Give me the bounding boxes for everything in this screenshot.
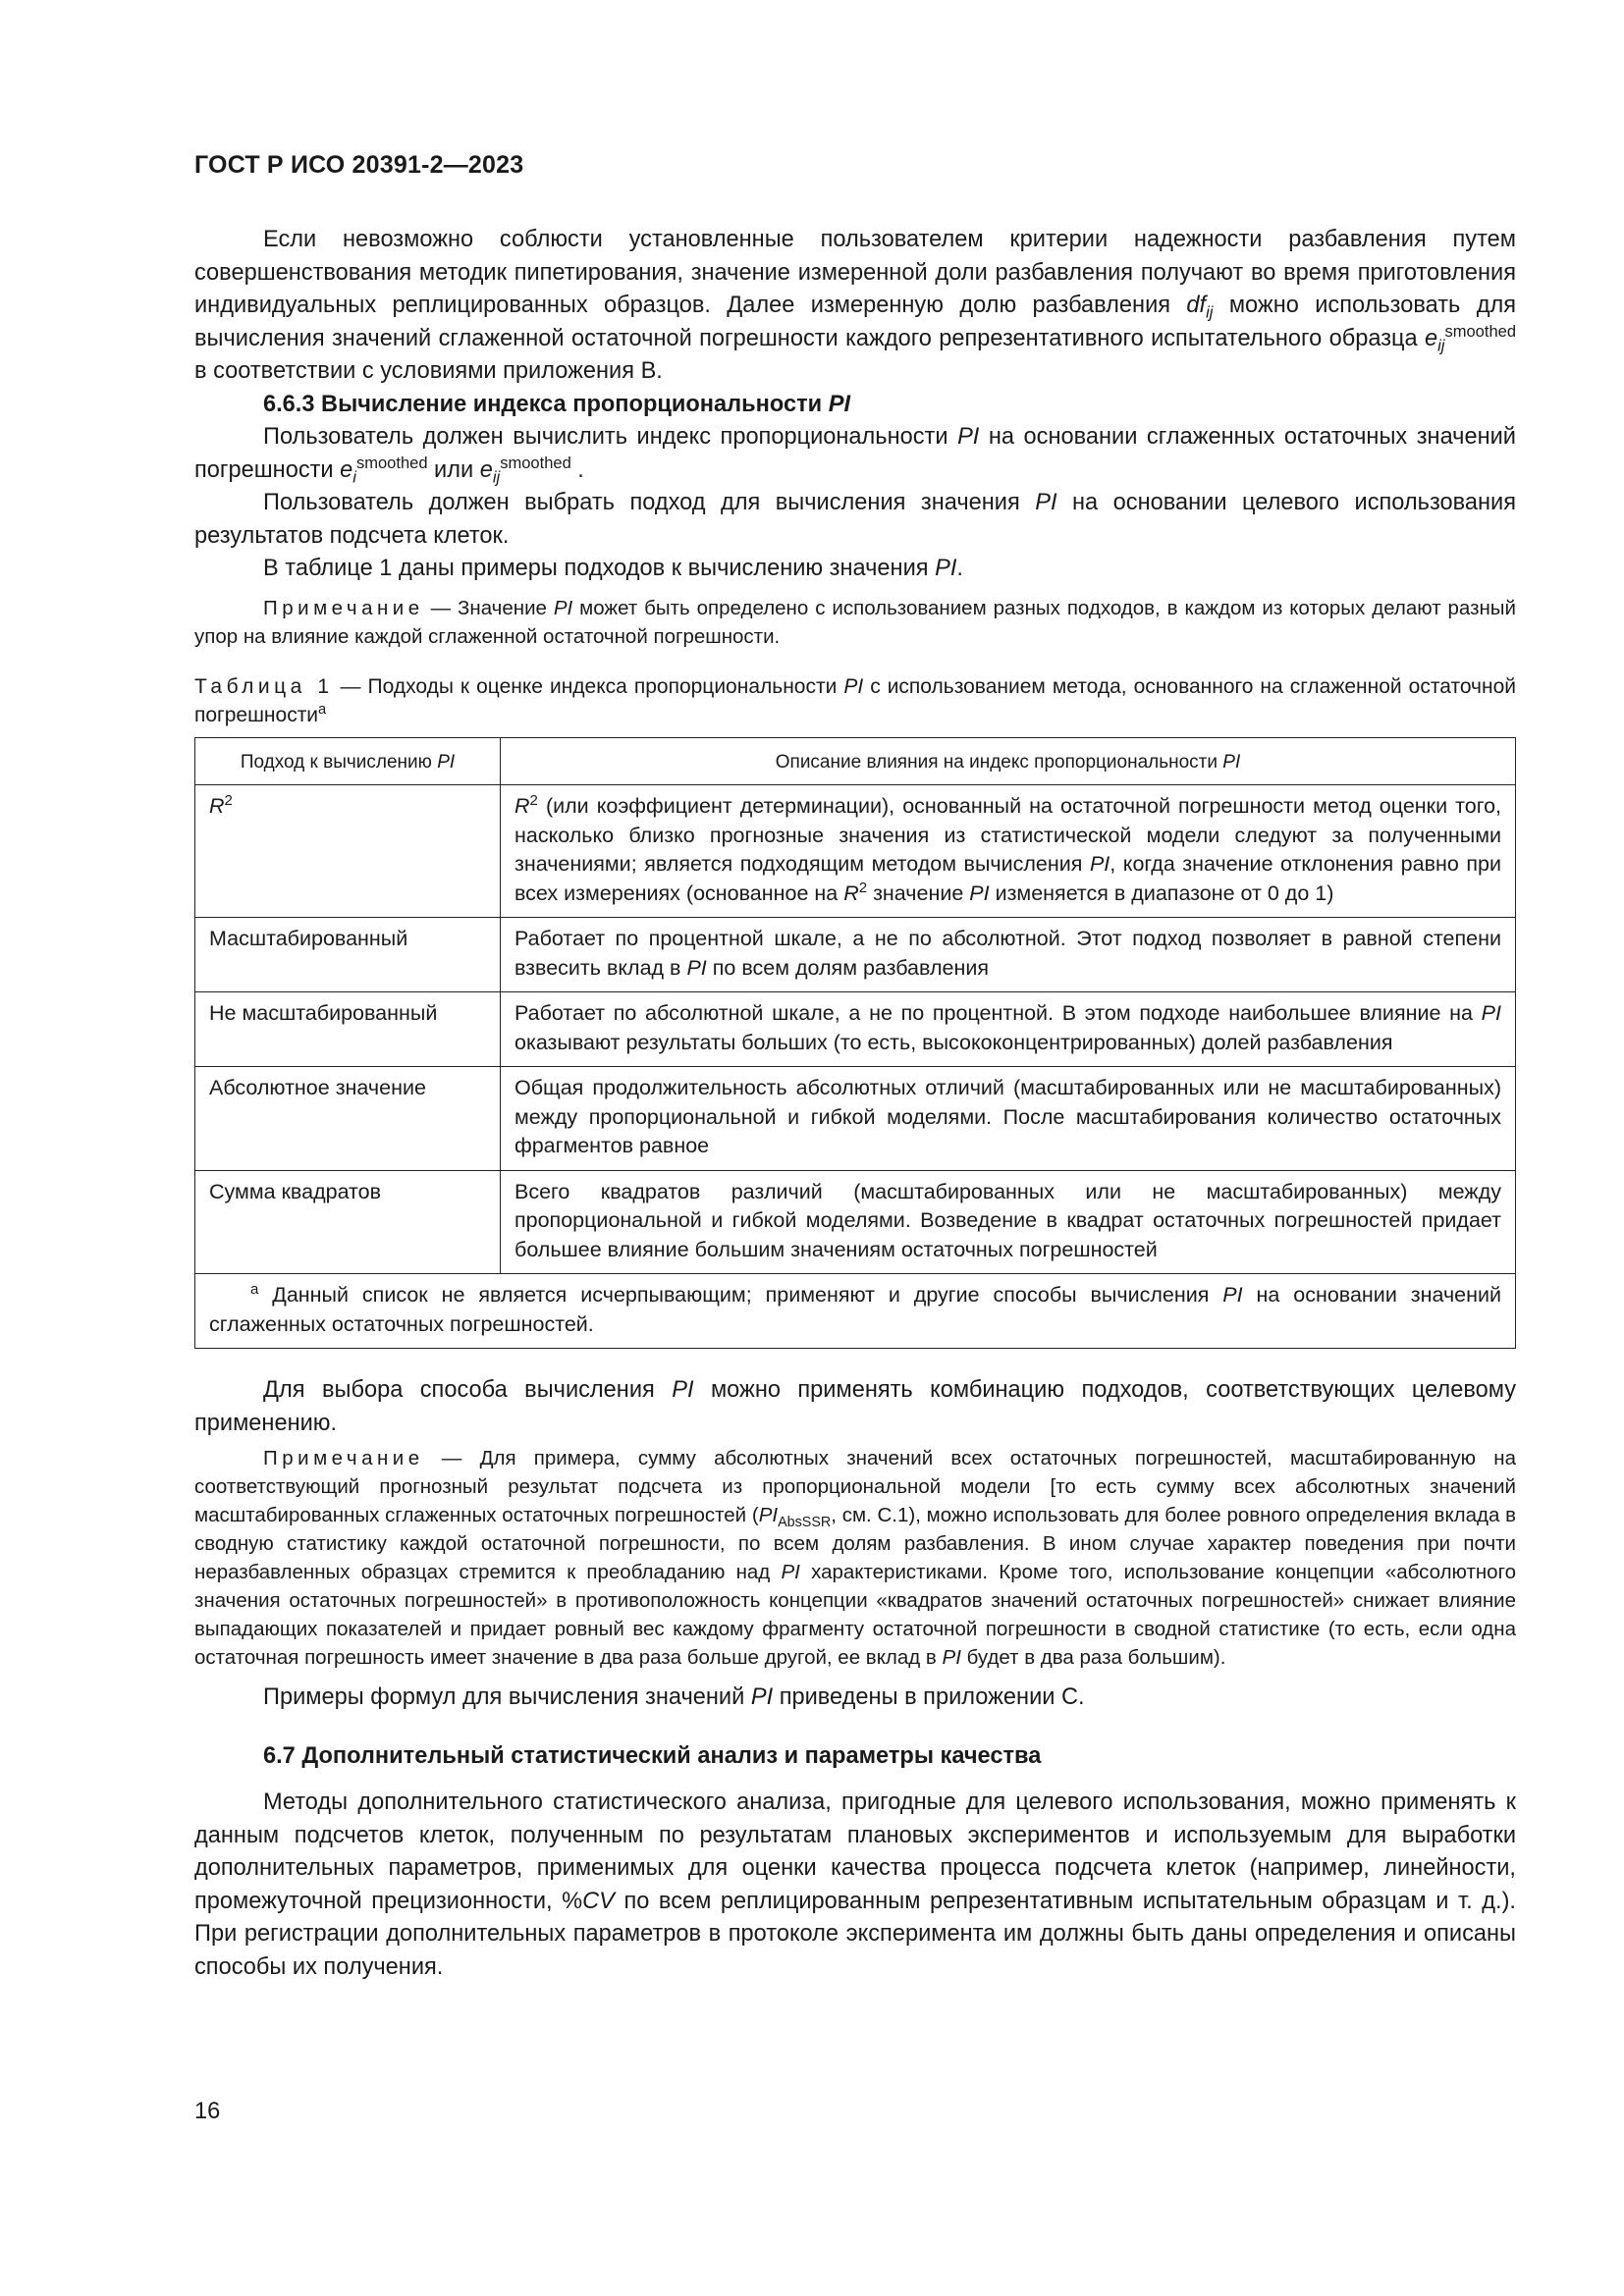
approach-description: Общая продолжительность абсолютных отличий (масштабированных или не масштабированных) между пропорциональной и гибкой моделями. После масштабирования количество остаточных фрагментов равное (501, 1067, 1516, 1171)
paragraph-table-ref (194, 553, 1516, 586)
subscript: ij (1206, 302, 1214, 322)
text: на основании значений сглаженных остаточных погрешностей. (209, 1283, 1502, 1336)
text: R (209, 794, 225, 818)
superscript: smoothed (500, 453, 571, 472)
text: на основании целевого использования результатов подсчета клеток. (194, 490, 1517, 549)
pi: PI (1089, 852, 1110, 876)
text: . (570, 456, 584, 483)
cv: CV (582, 1888, 615, 1914)
text: приведены в приложении С. (773, 1684, 1085, 1710)
text: характеристиками. Кроме того, использование концепции «абсолютного значения остаточных погрешностей» в противоположность концепции «квадратов значений остаточных погрешностей» снижает влияние выпадающих показателей и придает ровный вес каждому фрагменту остаточной погрешности в сводной статистике (то есть, если одна остаточная погрешность имеет значение в два раза больше другой, ее вклад в (194, 1561, 1516, 1669)
superscript: smoothed (355, 453, 428, 472)
text: Пользователь должен вычислить индекс пропорциональности (263, 424, 958, 450)
note-2 (194, 1444, 1516, 1672)
table-footnote-row (195, 1274, 1516, 1349)
approach-name: Абсолютное значение (195, 1067, 501, 1171)
caption-label: Таблица 1 (194, 674, 334, 698)
text: значение (867, 881, 970, 905)
subscript: i (352, 467, 356, 487)
table-row (195, 1067, 1516, 1171)
text: с использованием метода, основанного на сглаженной остаточной погрешности (194, 674, 1516, 726)
text: Описание влияния на индекс пропорциональности (775, 751, 1223, 773)
approach-name (195, 785, 501, 918)
pi: PI (750, 1684, 774, 1710)
table-caption (194, 672, 1516, 729)
subscript: ij (1437, 336, 1445, 355)
table-row (195, 785, 1516, 918)
table-footnote (195, 1274, 1516, 1349)
text: , когда значение отклонения равно при всех измерениях (основанное на (514, 852, 1501, 905)
heading-text: 6.6.3 Вычисление индекса пропорциональности (263, 391, 829, 417)
text: R (843, 881, 859, 905)
pi: PI (1222, 751, 1241, 773)
footnote-mark: a (250, 1280, 259, 1298)
superscript: 2 (224, 791, 233, 809)
pi: PI (969, 881, 990, 905)
section-heading-6-7: 6.7 Дополнительный статистический анализ и параметры качества (263, 1742, 1042, 1769)
formula-e: e (479, 456, 493, 483)
pi: PI (935, 556, 957, 581)
paragraph-combination (194, 1374, 1516, 1440)
pi: PI (957, 424, 980, 450)
paragraph-compute-pi (194, 421, 1516, 487)
text: Пользователь должен выбрать подход для вычисления значения (263, 490, 1036, 515)
pi: PI (686, 955, 707, 980)
text: будет в два раза большим). (960, 1646, 1226, 1669)
text: Работает по процентной шкале, а не по абсолютной. Этот подход позволяет в равной степени взвесить вклад в (514, 927, 1501, 980)
text: по всем реплицированным репрезентативным испытательным образцам и т. д.). При регистрации дополнительных параметров в протоколе эксперимента им должны быть даны определения и описаны способы их получения. (194, 1888, 1516, 1980)
text: Подход к вычислению (240, 751, 438, 773)
footnote-text (209, 1281, 1501, 1339)
approach-name: Сумма квадратов (195, 1170, 501, 1274)
text: Работает по абсолютной шкале, а не по процентной. В этом подходе наибольшее влияние на (514, 1001, 1482, 1025)
section-heading-6-6-3 (194, 389, 1516, 422)
approach-description (501, 785, 1516, 918)
approach-description: Всего квадратов различий (масштабированных или не масштабированных) между пропорциональной и гибкой моделями. Возведение в квадрат остаточных погрешностей придает большее влияние большим значениям остаточных погрешностей (501, 1170, 1516, 1274)
formula-e: e (1425, 325, 1438, 351)
table-row (195, 992, 1516, 1067)
table-row (195, 918, 1516, 992)
approach-name: Масштабированный (195, 918, 501, 992)
text: в соответствии с условиями приложения B. (194, 358, 663, 384)
text: Примеры формул для вычисления значений (263, 1684, 751, 1710)
superscript: 2 (858, 879, 868, 896)
pi: PI (758, 1504, 779, 1526)
paragraph-dilution (194, 224, 1516, 389)
formula-df: df (1186, 293, 1207, 318)
subscript: AbsSSR (778, 1515, 832, 1531)
approach-description (501, 918, 1516, 992)
pi: PI (1035, 490, 1057, 515)
note-label: Примечание (263, 1447, 424, 1469)
paragraph-choose-approach (194, 487, 1516, 553)
pi: PI (553, 596, 573, 619)
pi: PI (1481, 1001, 1501, 1025)
text: оказывают результаты больших (то есть, высококонцентрированных) долей разбавления (514, 1030, 1393, 1054)
note-1 (194, 594, 1516, 651)
superscript: 2 (529, 791, 538, 809)
text: или (427, 456, 480, 483)
footnote-mark: a (318, 701, 327, 718)
text: R (514, 794, 530, 818)
text: — Для примера, сумму абсолютных значений всех остаточных погрешностей, масштабированную на соответствующий прогнозный результат подсчета из пропорциональной модели [то есть сумму всех абсолютных значений масштабированных сглаженных остаточных погрешностей ( (194, 1447, 1516, 1526)
text: Данный список не является исчерпывающим; применяют и другие способы вычисления (258, 1283, 1223, 1307)
subscript: ij (492, 467, 501, 487)
pi: PI (672, 1377, 694, 1403)
pi: PI (781, 1561, 800, 1583)
text: Методы дополнительного статистического анализа, пригодные для целевого использования, можно применять к данным подсчетов клеток, полученным по результатам плановых экспериментов и используемым для выработки дополнительных параметров, применимых для оценки качества процесса подсчета клеток (например, линейности, промежуточной прецизионности, % (194, 1789, 1516, 1914)
text: на основании сглаженных остаточных значений погрешности (194, 424, 1516, 483)
text: Для выбора способа вычисления (263, 1377, 673, 1403)
text: Если невозможно соблюсти установленные пользователем критерии надежности разбавления путем совершенствования методик пипетирования, значение измеренной доли разбавления получают во время приготовления индивидуальных реплицированных образцов. Далее измеренную долю разбавления (194, 227, 1516, 318)
text: В таблице 1 даны примеры подходов к вычислению значения (263, 556, 936, 581)
text: может быть определено с использованием разных подходов, в каждом из которых делают разный упор на влияние каждой сглаженной остаточной погрешности. (194, 596, 1516, 648)
text: (или коэффициент детерминации), основанный на остаточной погрешности метод оценки того, насколько близко прогнозные значения из статистической модели следуют за полученными значениями; является подходящим методом вычисления (514, 794, 1501, 876)
text: . (956, 556, 963, 581)
table-row (195, 1170, 1516, 1274)
note-label: Примечание (263, 596, 424, 619)
text: — Значение (423, 596, 554, 619)
page-number: 16 (194, 2099, 221, 2124)
text: — Подходы к оценке индекса пропорциональности (333, 674, 844, 698)
text: изменяется в диапазоне от 0 до 1) (989, 881, 1334, 905)
pi: PI (1222, 1283, 1243, 1307)
table-header-description (501, 737, 1516, 785)
document-header: ГОСТ Р ИСО 20391-2—2023 (194, 151, 524, 179)
pi: PI (942, 1646, 961, 1669)
text: можно применять комбинацию подходов, соответствующих целевому применению. (194, 1377, 1516, 1436)
text: по всем долям разбавления (706, 955, 989, 980)
paragraph-additional-analysis (194, 1787, 1516, 1984)
pi: PI (843, 674, 864, 698)
heading-pi: PI (828, 391, 851, 417)
document-body (194, 224, 1516, 1984)
formula-e: e (340, 456, 353, 483)
table-header-approach (195, 737, 501, 785)
superscript: smoothed (1444, 321, 1516, 341)
text: , см. С.1), можно использовать для более ровного определения вклада в сводную статистику каждой остаточной погрешности, по всем долям разбавления. В ином случае характер поведения при почти неразбавленных образцах стремится к преобладанию над (194, 1504, 1516, 1583)
table-header-row (195, 737, 1516, 785)
approach-name: Не масштабированный (195, 992, 501, 1067)
text: можно использовать для вычисления значений сглаженной остаточной погрешности каждого репрезентативного испытательного образца (194, 293, 1516, 351)
approach-description (501, 992, 1516, 1067)
approaches-table (194, 737, 1516, 1350)
paragraph-formula-examples (194, 1682, 1516, 1715)
pi: PI (437, 751, 456, 773)
